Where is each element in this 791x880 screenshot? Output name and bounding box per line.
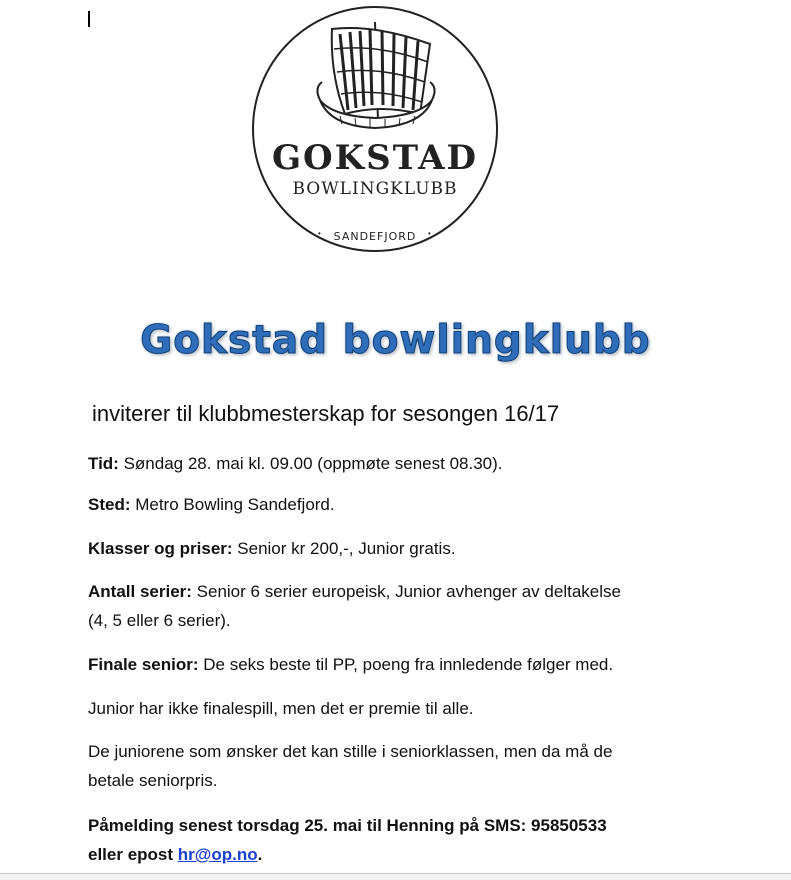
juniorene-text-2: betale seniorpris. bbox=[88, 771, 218, 790]
klasser-text: Senior kr 200,-, Junior gratis. bbox=[232, 539, 456, 558]
finale-label: Finale senior: bbox=[88, 655, 199, 674]
logo-main-text: GOKSTAD bbox=[271, 138, 479, 178]
email-link[interactable]: hr@op.no bbox=[177, 845, 258, 864]
antall-label: Antall serier: bbox=[88, 582, 192, 601]
svg-text:•: • bbox=[428, 229, 431, 238]
pamelding-text-2: eller epost bbox=[88, 845, 178, 864]
klasser-line bbox=[88, 534, 738, 563]
junior-line bbox=[88, 694, 738, 723]
juniorene-text-1: De juniorene som ønsker det kan stille i seniorklassen, men da må de bbox=[88, 742, 613, 761]
antall-text-1: Senior 6 serier europeisk, Junior avhenger av deltakelse bbox=[191, 582, 621, 601]
klasser-label: Klasser og priser: bbox=[88, 539, 233, 558]
tid-text: Søndag 28. mai kl. 09.00 (oppmøte senest 08.30). bbox=[118, 454, 503, 473]
pamelding-line bbox=[88, 811, 738, 869]
tid-label: Tid: bbox=[88, 454, 119, 473]
logo-city-text: SANDEFJORD bbox=[333, 230, 417, 243]
antall-text-2: (4, 5 eller 6 serier). bbox=[88, 611, 231, 630]
svg-text:•: • bbox=[318, 229, 321, 238]
juniorene-line bbox=[88, 737, 738, 795]
junior-text: Junior har ikke finalespill, men det er premie til alle. bbox=[88, 699, 474, 718]
finale-line bbox=[88, 650, 738, 679]
club-logo bbox=[250, 4, 500, 254]
finale-text: De seks beste til PP, poeng fra innledende følger med. bbox=[198, 655, 614, 674]
viking-ship-logo bbox=[250, 4, 500, 254]
page-title: Gokstad bowlingklubb bbox=[140, 318, 651, 363]
sted-label: Sted: bbox=[88, 495, 131, 514]
subtitle: inviterer til klubbmesterskap for sesongen 16/17 bbox=[92, 401, 560, 426]
antall-line bbox=[88, 577, 738, 635]
sted-text: Metro Bowling Sandefjord. bbox=[130, 495, 335, 514]
pamelding-text-1: Påmelding senest torsdag 25. mai til Henning på SMS: 95850533 bbox=[88, 816, 607, 835]
logo-sub-text: BOWLINGKLUBB bbox=[292, 179, 458, 199]
tid-line bbox=[88, 449, 738, 478]
pamelding-period: . bbox=[257, 845, 263, 864]
sted-line bbox=[88, 490, 738, 519]
text-cursor bbox=[88, 11, 90, 27]
